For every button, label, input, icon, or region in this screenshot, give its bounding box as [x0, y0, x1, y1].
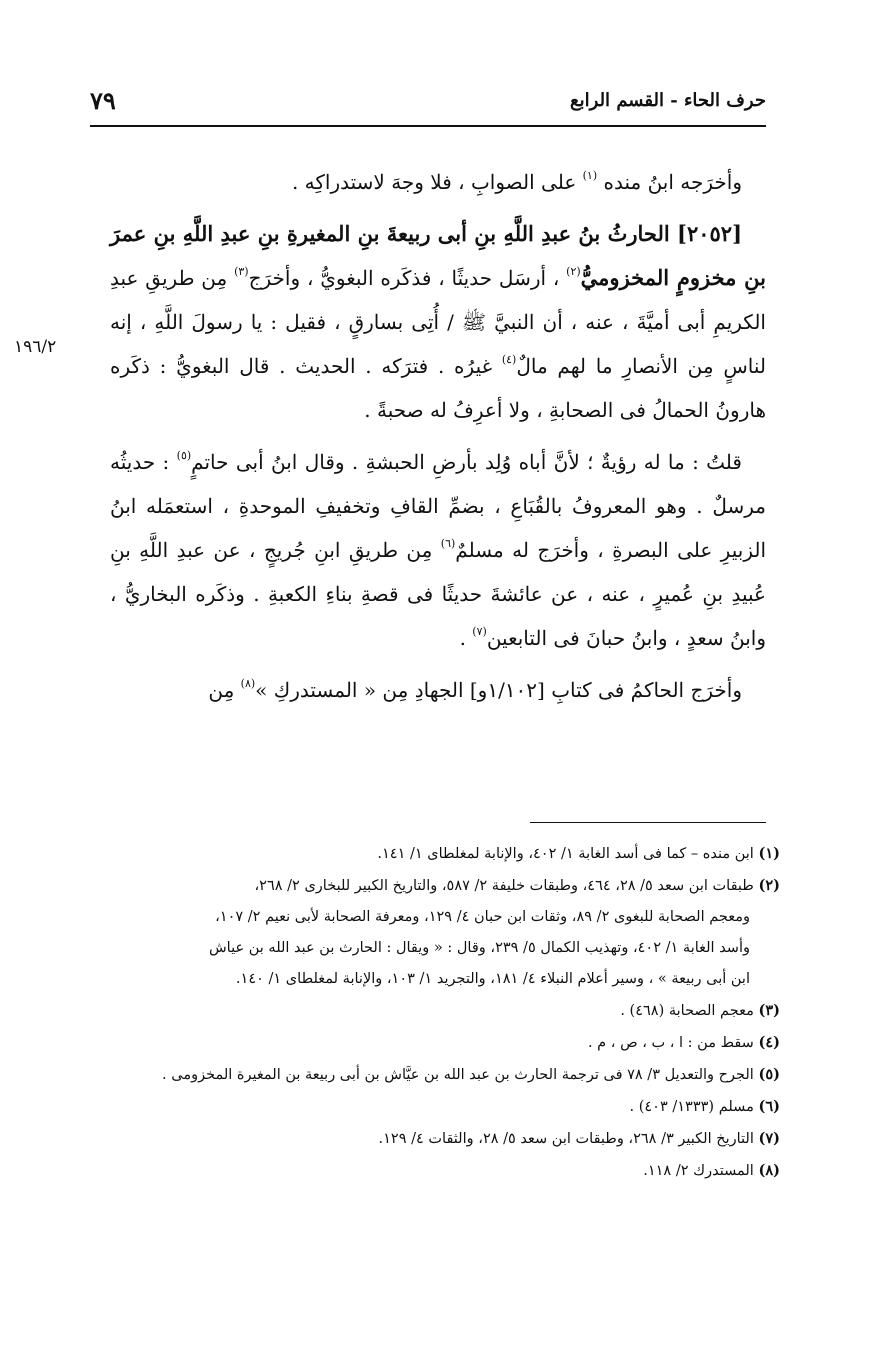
paragraph-text: ، أرسَل حديثًا ، فذكَره البغويُّ ، وأخرَج: [248, 266, 560, 290]
paragraph-text: وأخرَج الحاكمُ فى كتابِ [١/١٠٢و] الجهادِ مِن « المستدركِ »: [255, 678, 742, 702]
page-header: [90, 86, 766, 120]
footnote: [90, 995, 780, 1027]
paragraph-text: : حديثُه مرسلٌ . وهو المعروفُ بالقُبَاعِ ، بضمِّ القافِ وتخفيفِ الموحدةِ ، استعمَله ابنُ الزبيرِ على البصرةِ ، وأخرَج له مسلمٌ: [110, 450, 767, 562]
footnote-number: (٦): [758, 1098, 780, 1115]
footnote-continuation: ابن أبى ربيعة » ، وسير أعلام النبلاء ٤/ ١٨١، والتجريد ١/ ١٠٣، والإنابة لمغلطاى ١/ ١٤٠.: [235, 971, 750, 987]
footnotes-section: [90, 838, 780, 1187]
paragraph-text: قلتُ : ما له رؤيةٌ ؛ لأنَّ أباه وُلِد بأرضِ الحبشةِ . وقال ابنُ أبى حاتمٍ: [191, 450, 742, 474]
paragraph-text: على الصوابِ ، فلا وجهَ لاستدراكِه .: [291, 170, 577, 194]
paragraph-text: مِن طريقِ عبدِ الكريمِ أبى أميَّةَ ، عنه ، أن النبيَّ ﷺ / أُتِى بسارقٍ ، فقيل : يا رسولَ اللَّهِ ، إنه لناسٍ مِن الأنصارِ ما لهم مالٌ: [110, 266, 766, 378]
paragraph-text: غيرُه . فترَكه . الحديث . قال البغويُّ : ذكَره هارونُ الحمالُ فى الصحابةِ ، ولا أعرِفُ له صحبةً .: [110, 354, 766, 422]
footnote-text: مسلم (١٣٣٣/ ٤٠٣) .: [629, 1099, 754, 1115]
paragraph-4: [110, 668, 766, 712]
footnote-marker: (٣): [234, 265, 249, 278]
footnote: [90, 838, 780, 870]
footnote-marker: (٧): [472, 625, 487, 638]
running-title: حرف الحاء - القسم الرابع: [570, 90, 766, 111]
footnote-marker: (٥): [176, 449, 192, 462]
paragraph-text: مِن طريقِ ابنِ جُريجٍ ، عن عبدِ اللَّهِ بنِ عُبيدِ بنِ عُميرٍ ، عنه ، عن عائشةَ حديثًا فى قصةِ بناءِ الكعبةِ . وذكَره البخاريُّ ، وابنُ سعدٍ ، وابنُ حبانَ فى التابعين: [110, 538, 766, 650]
footnote-text: سقط من : ا ، ب ، ص ، م .: [587, 1035, 754, 1051]
paragraph-1: [110, 160, 766, 204]
footnote: [90, 1027, 780, 1059]
footnote-number: (٤): [758, 1034, 780, 1051]
footnote-text: ابن منده – كما فى أسد الغابة ١/ ٤٠٢، والإنابة لمغلطاى ١/ ١٤١.: [377, 846, 754, 862]
entry-heading: [٢٠٥٢] الحارثُ بنُ عبدِ اللَّهِ بنِ أبى ربيعةَ بنِ المغيرةِ بنِ عبدِ اللَّهِ بنِ عمرَ بنِ مخزومٍ المخزوميُّ: [110, 221, 766, 290]
main-text: [110, 160, 766, 720]
footnote-continuation: وأسد الغابة ١/ ٤٠٢، وتهذيب الكمال ٥/ ٢٣٩، وقال : « ويقال : الحارث بن عبد الله بن عياش: [208, 940, 750, 956]
footnote-text: الجرح والتعديل ٣/ ٧٨ فى ترجمة الحارث بن عبد الله بن عيَّاش بن أبى ربيعة بن المغيرة المخزومى .: [162, 1067, 754, 1083]
footnote-text: التاريخ الكبير ٣/ ٢٦٨، وطبقات ابن سعد ٥/ ٢٨، والثقات ٤/ ١٢٩.: [378, 1131, 754, 1147]
footnote: [90, 870, 780, 995]
footnote: [90, 1123, 780, 1155]
paragraph-3: [110, 440, 766, 660]
paragraph-text: .: [459, 626, 466, 650]
footnote: [90, 1059, 780, 1091]
footnote-text: معجم الصحابة (٤٦٨) .: [620, 1003, 754, 1019]
footnote-marker: (٤): [501, 353, 517, 366]
footnote: [90, 1155, 780, 1187]
header-rule: [90, 125, 766, 127]
paragraph-text: مِن: [208, 678, 235, 702]
footnote-continuation: ومعجم الصحابة للبغوى ٢/ ٨٩، وثقات ابن حبان ٤/ ١٢٩، ومعرفة الصحابة لأبى نعيم ٢/ ١٠٧،: [215, 909, 750, 925]
footnote-number: (٨): [758, 1162, 780, 1179]
paragraph-text: وأخرَجه ابنُ منده: [603, 170, 742, 194]
footnote-number: (٢): [758, 877, 780, 894]
footnote-number: (٣): [758, 1002, 780, 1019]
margin-reference: ١٩٦/٢: [14, 337, 57, 357]
footnote-separator: [530, 822, 766, 823]
footnote-marker: (٢): [566, 265, 581, 278]
footnote-marker: (٦): [440, 537, 456, 550]
footnote-marker: (١): [582, 169, 598, 182]
page-number: ٧٩: [90, 86, 116, 115]
footnote-text: المستدرك ٢/ ١١٨.: [643, 1163, 754, 1179]
footnote-number: (٧): [758, 1130, 780, 1147]
footnote: [90, 1091, 780, 1123]
entry-2052: [110, 212, 766, 432]
footnote-text: طبقات ابن سعد ٥/ ٢٨، ٤٦٤، وطبقات خليفة ٢/ ٥٨٧، والتاريخ الكبير للبخارى ٢/ ٢٦٨،: [254, 878, 754, 894]
footnote-number: (٥): [758, 1066, 780, 1083]
footnote-number: (١): [758, 845, 780, 862]
footnote-marker: (٨): [240, 677, 256, 690]
